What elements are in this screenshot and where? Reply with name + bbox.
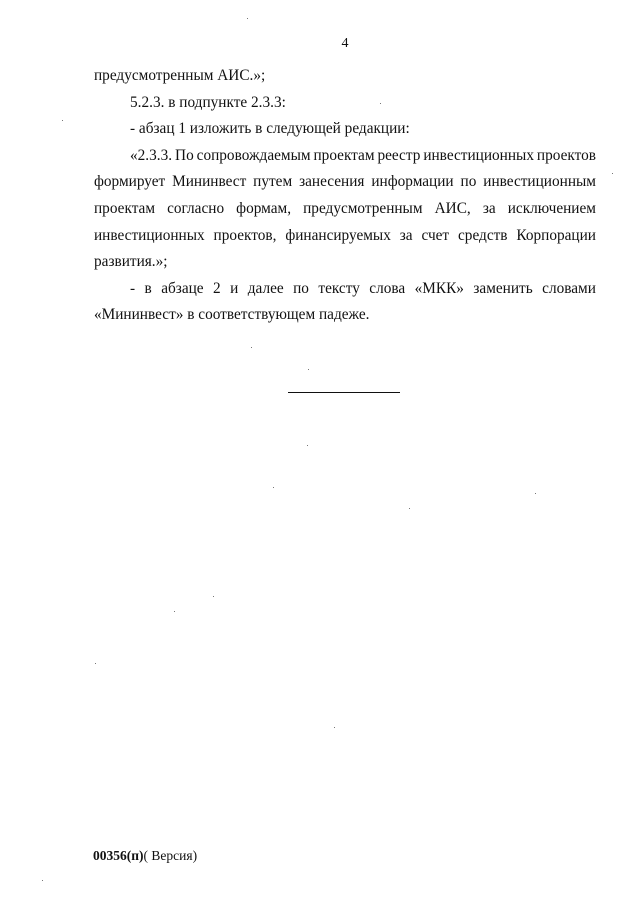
document-code [93, 848, 197, 864]
clause-heading: 5.2.3. в подпункте 2.3.3: [130, 93, 286, 111]
paragraph-continuation: предусмотренным АИС.»; [94, 67, 266, 84]
document-body [94, 63, 596, 329]
document-code-number: 00356(п) [93, 848, 144, 863]
quoted-paragraph-line: проектам согласно формам, предусмотренным АИС, за исключением [94, 199, 596, 217]
page-number: 4 [341, 36, 349, 51]
quoted-paragraph-line: инвестиционных проектов, финансируемых за счет средств Корпорации [94, 226, 596, 244]
instruction-line: - абзац 1 изложить в следующей редакции: [130, 120, 410, 138]
quoted-paragraph-line: «2.3.3. По сопровождаемым проектам реестр инвестиционных проектов [130, 146, 596, 164]
quoted-paragraph-line: развития.»; [94, 253, 168, 271]
instruction-line: - в абзаце 2 и далее по тексту слова «МКК» заменить словами [130, 279, 596, 297]
separator-line [288, 392, 400, 393]
instruction-line: «Мининвест» в соответствующем падеже. [94, 306, 370, 324]
quoted-paragraph-line: формирует Мининвест путем занесения информации по инвестиционным [94, 173, 596, 191]
document-code-version: ( Версия) [143, 848, 198, 863]
